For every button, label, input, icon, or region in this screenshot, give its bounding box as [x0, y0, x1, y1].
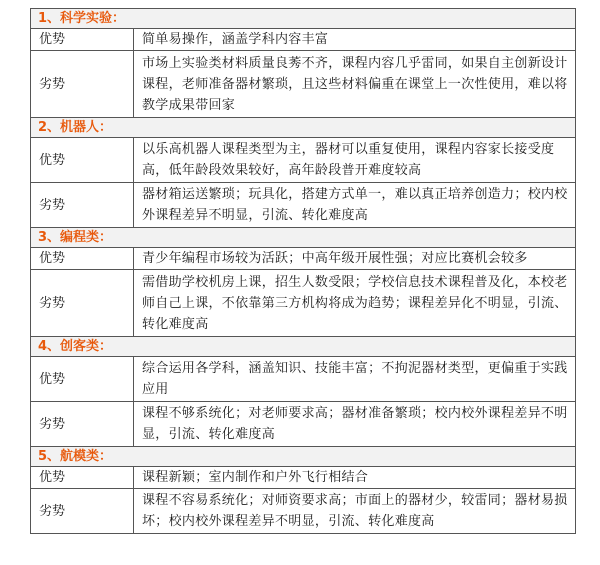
row-description: 简单易操作，涵盖学科内容丰富 [134, 29, 576, 51]
section-header-row [31, 447, 576, 467]
row-label-advantage: 优势 [31, 29, 134, 51]
row-description: 青少年编程市场较为活跃；中高年级开展性强；对应比赛机会较多 [134, 248, 576, 270]
advantage-row [31, 357, 576, 402]
row-label-advantage: 优势 [31, 357, 134, 402]
row-label-disadvantage: 劣势 [31, 489, 134, 534]
advantage-row [31, 29, 576, 51]
row-label-disadvantage: 劣势 [31, 402, 134, 447]
section-title: 1、科学实验： [31, 9, 576, 29]
row-label-disadvantage: 劣势 [31, 270, 134, 337]
disadvantage-row [31, 51, 576, 118]
row-description: 需借助学校机房上课，招生人数受限；学校信息技术课程普及化，本校老师自己上课，不依靠第三方机构将成为趋势；课程差异化不明显，引流、转化难度高 [134, 270, 576, 337]
row-description: 综合运用各学科，涵盖知识、技能丰富；不拘泥器材类型，更偏重于实践应用 [134, 357, 576, 402]
comparison-table-container [30, 8, 575, 534]
advantage-row [31, 248, 576, 270]
section-title: 4、创客类： [31, 337, 576, 357]
disadvantage-row [31, 183, 576, 228]
row-description: 以乐高机器人课程类型为主，器材可以重复使用，课程内容家长接受度高，低年龄段效果较好，高年龄段普开难度较高 [134, 138, 576, 183]
row-label-advantage: 优势 [31, 467, 134, 489]
disadvantage-row [31, 270, 576, 337]
section-header-row [31, 118, 576, 138]
row-label-advantage: 优势 [31, 138, 134, 183]
row-description: 市场上实验类材料质量良莠不齐，课程内容几乎雷同，如果自主创新设计课程，老师准备器材繁琐，且这些材料偏重在课堂上一次性使用，难以将教学成果带回家 [134, 51, 576, 118]
section-header-row [31, 9, 576, 29]
advantage-row [31, 467, 576, 489]
disadvantage-row [31, 489, 576, 534]
section-title: 3、编程类： [31, 228, 576, 248]
row-description: 课程不够系统化；对老师要求高；器材准备繁琐；校内校外课程差异不明显，引流、转化难度高 [134, 402, 576, 447]
disadvantage-row [31, 402, 576, 447]
advantage-row [31, 138, 576, 183]
section-title: 5、航模类： [31, 447, 576, 467]
row-description: 器材箱运送繁琐；玩具化，搭建方式单一，难以真正培养创造力；校内校外课程差异不明显，引流、转化难度高 [134, 183, 576, 228]
row-label-disadvantage: 劣势 [31, 51, 134, 118]
row-description: 课程新颖；室内制作和户外飞行相结合 [134, 467, 576, 489]
section-header-row [31, 228, 576, 248]
section-title: 2、机器人： [31, 118, 576, 138]
comparison-table [30, 8, 576, 534]
row-description: 课程不容易系统化；对师资要求高；市面上的器材少，较雷同；器材易损坏；校内校外课程差异不明显，引流、转化难度高 [134, 489, 576, 534]
row-label-advantage: 优势 [31, 248, 134, 270]
comparison-table-body [31, 9, 576, 534]
row-label-disadvantage: 劣势 [31, 183, 134, 228]
section-header-row [31, 337, 576, 357]
